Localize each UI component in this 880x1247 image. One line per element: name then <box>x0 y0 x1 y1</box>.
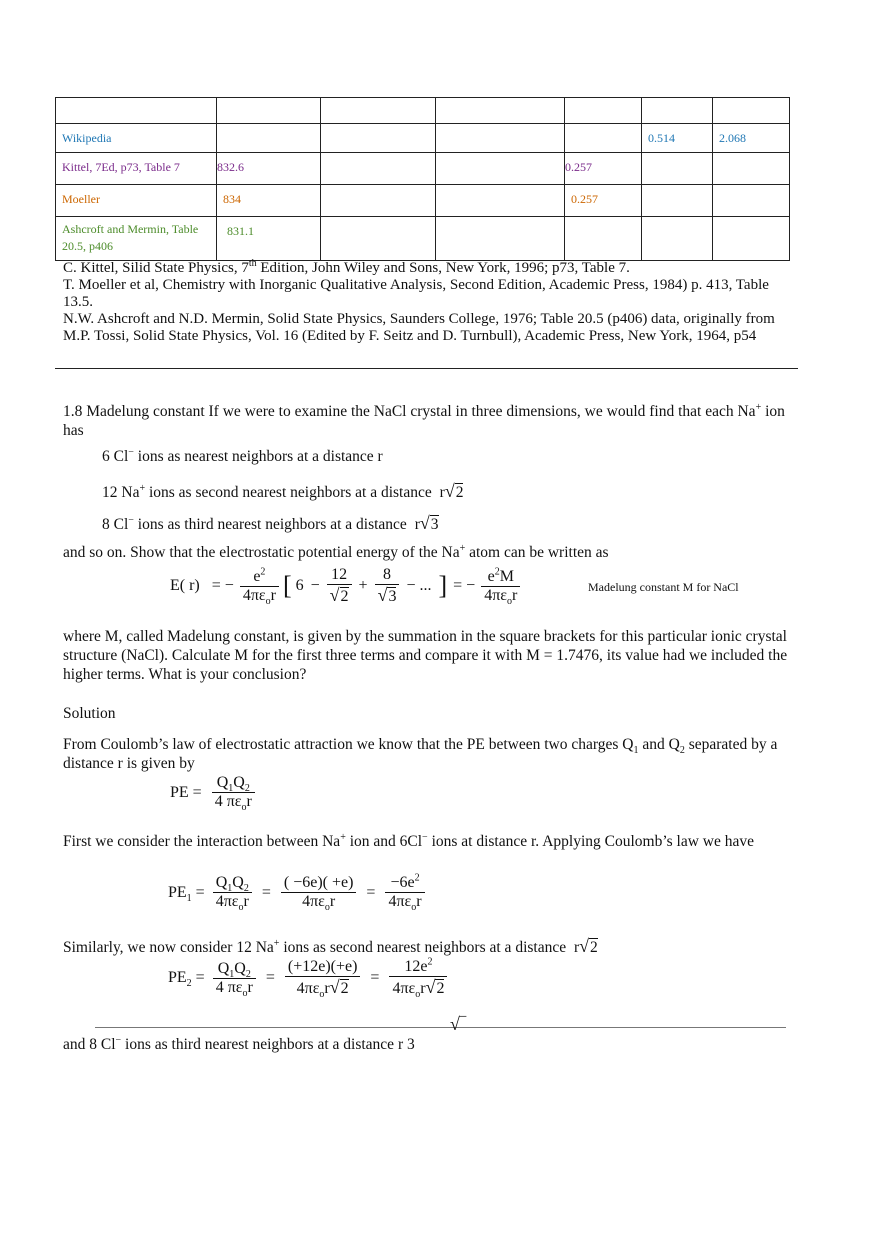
table-cell <box>436 98 565 124</box>
table-cell <box>642 185 713 217</box>
table-cell <box>713 98 790 124</box>
madelung-equation: E( r) = − $\frac{e^2}{4\pi\varepsilon_or}$ [ 6 − $\frac{12}{√2}$ + $\frac{8}{√3}$ − ... ] = − $\frac{e^2M}{4\pi\varepsilon_or}$ <box>170 566 520 606</box>
table-cell: 2.068 <box>713 124 790 153</box>
table-cell: 834 <box>217 185 321 217</box>
neighbor-item-2: 12 Na+ ions as second nearest neighbors at a distance r√2 <box>102 481 464 501</box>
reference-moeller: T. Moeller et al, Chemistry with Inorganic Qualitative Analysis, Second Edition, Academic Press, 1984) p. 413, Table 13.5. <box>63 277 769 310</box>
show-statement: and so on. Show that the electrostatic potential energy of the Na+ atom can be written as <box>63 542 609 561</box>
first-paragraph: First we consider the interaction between Na+ ion and 6Cl− ions at distance r. Applying Coulomb’s law we have <box>63 831 755 850</box>
neighbor-item-3: 8 Cl− ions as third nearest neighbors at a distance r√3 <box>102 513 439 533</box>
table-cell: Kittel, 7Ed, p73, Table 7 <box>56 153 217 185</box>
table-row <box>56 153 790 185</box>
table-cell: Wikipedia <box>56 124 217 153</box>
references <box>63 260 793 345</box>
table-cell <box>642 217 713 261</box>
table-cell <box>713 153 790 185</box>
table-cell <box>321 153 436 185</box>
table-cell <box>436 217 565 261</box>
divider <box>95 1027 786 1028</box>
coulomb-equation: PE = $\frac{Q_1Q_2}{4 \pi\varepsilon_or}$ <box>170 774 255 811</box>
table-row <box>56 185 790 217</box>
reference-data-table <box>55 97 790 261</box>
table-cell <box>321 185 436 217</box>
table-row <box>56 98 790 124</box>
radical-sign: √‾ <box>450 1014 466 1034</box>
table-cell <box>217 124 321 153</box>
coulomb-paragraph: From Coulomb’s law of electrostatic attraction we know that the PE between two charges $Q_1$ and $Q_2$ separated by a distance r is given by <box>63 736 778 772</box>
table-cell: 831.1 <box>217 217 321 261</box>
table-cell <box>321 217 436 261</box>
madelung-note: Madelung constant M for NaCl <box>588 580 739 594</box>
table-cell: Moeller <box>56 185 217 217</box>
table-row <box>56 124 790 153</box>
table-cell <box>436 124 565 153</box>
table-cell <box>436 185 565 217</box>
table-cell <box>565 217 642 261</box>
where-paragraph: where M, called Madelung constant, is given by the summation in the square brackets for this particular ionic crystal structure (NaCl). Calculate M for the first three terms and compare it with M = 1.7476, its value had we included the higher terms. What is your conclusion? <box>63 628 788 683</box>
table-cell: Ashcroft and Mermin, Table 20.5, p406 <box>56 217 217 261</box>
table-cell <box>565 98 642 124</box>
table-row <box>56 217 790 261</box>
reference-ashcroft: N.W. Ashcroft and N.D. Mermin, Solid State Physics, Saunders College, 1976; Table 20.5 (p406) data, originally from M.P. Tossi, Solid State Physics, Vol. 16 (Edited by F. Seitz and D. Turnbull), Academic Press, New York, 1964, p54 <box>63 311 775 344</box>
table-cell <box>217 98 321 124</box>
table-cell <box>713 185 790 217</box>
solution-heading: Solution <box>63 705 116 722</box>
table-cell <box>321 124 436 153</box>
table-cell <box>713 217 790 261</box>
and8-paragraph: and 8 Cl− ions as third nearest neighbors at a distance r 3 <box>63 1034 415 1053</box>
table-cell <box>56 98 217 124</box>
reference-kittel: C. Kittel, Silid State Physics, 7th Edition, John Wiley and Sons, New York, 1996; p73, Table 7. <box>63 258 630 276</box>
problem-intro: 1.8 Madelung constant If we were to examine the NaCl crystal in three dimensions, we would find that each Na+ ion has <box>63 401 785 439</box>
table-cell <box>321 98 436 124</box>
neighbor-item-1: 6 Cl− ions as nearest neighbors at a distance r <box>102 446 383 465</box>
table-cell <box>436 153 565 185</box>
table-cell: 0.257 <box>565 185 642 217</box>
pe1-equation: $PE_1$ = $\frac{Q_1Q_2}{4\pi\varepsilon_or}$ = $\frac{( -6e)( +e)}{4\pi\varepsilon_or}$ = $\frac{-6e^2}{4\pi\varepsilon_or}$ <box>168 874 425 911</box>
table-cell: 832.6 <box>217 153 321 185</box>
table-cell <box>642 153 713 185</box>
table-cell: 0.257 <box>565 153 642 185</box>
table-cell <box>642 98 713 124</box>
table-cell <box>565 124 642 153</box>
table-cell: 0.514 <box>642 124 713 153</box>
divider <box>55 368 798 369</box>
pe2-equation: $PE_2$ = $\frac{Q_1Q_2}{4 \pi\varepsilon_or}$ = $\frac{(+12e)(+e)}{4\pi\varepsilon_or√2}$ = $\frac{12e^2}{4\pi\varepsilon_or√2}$ <box>168 958 447 998</box>
similarly-paragraph: Similarly, we now consider 12 Na+ ions as second nearest neighbors at a distance r√2 <box>63 936 598 956</box>
